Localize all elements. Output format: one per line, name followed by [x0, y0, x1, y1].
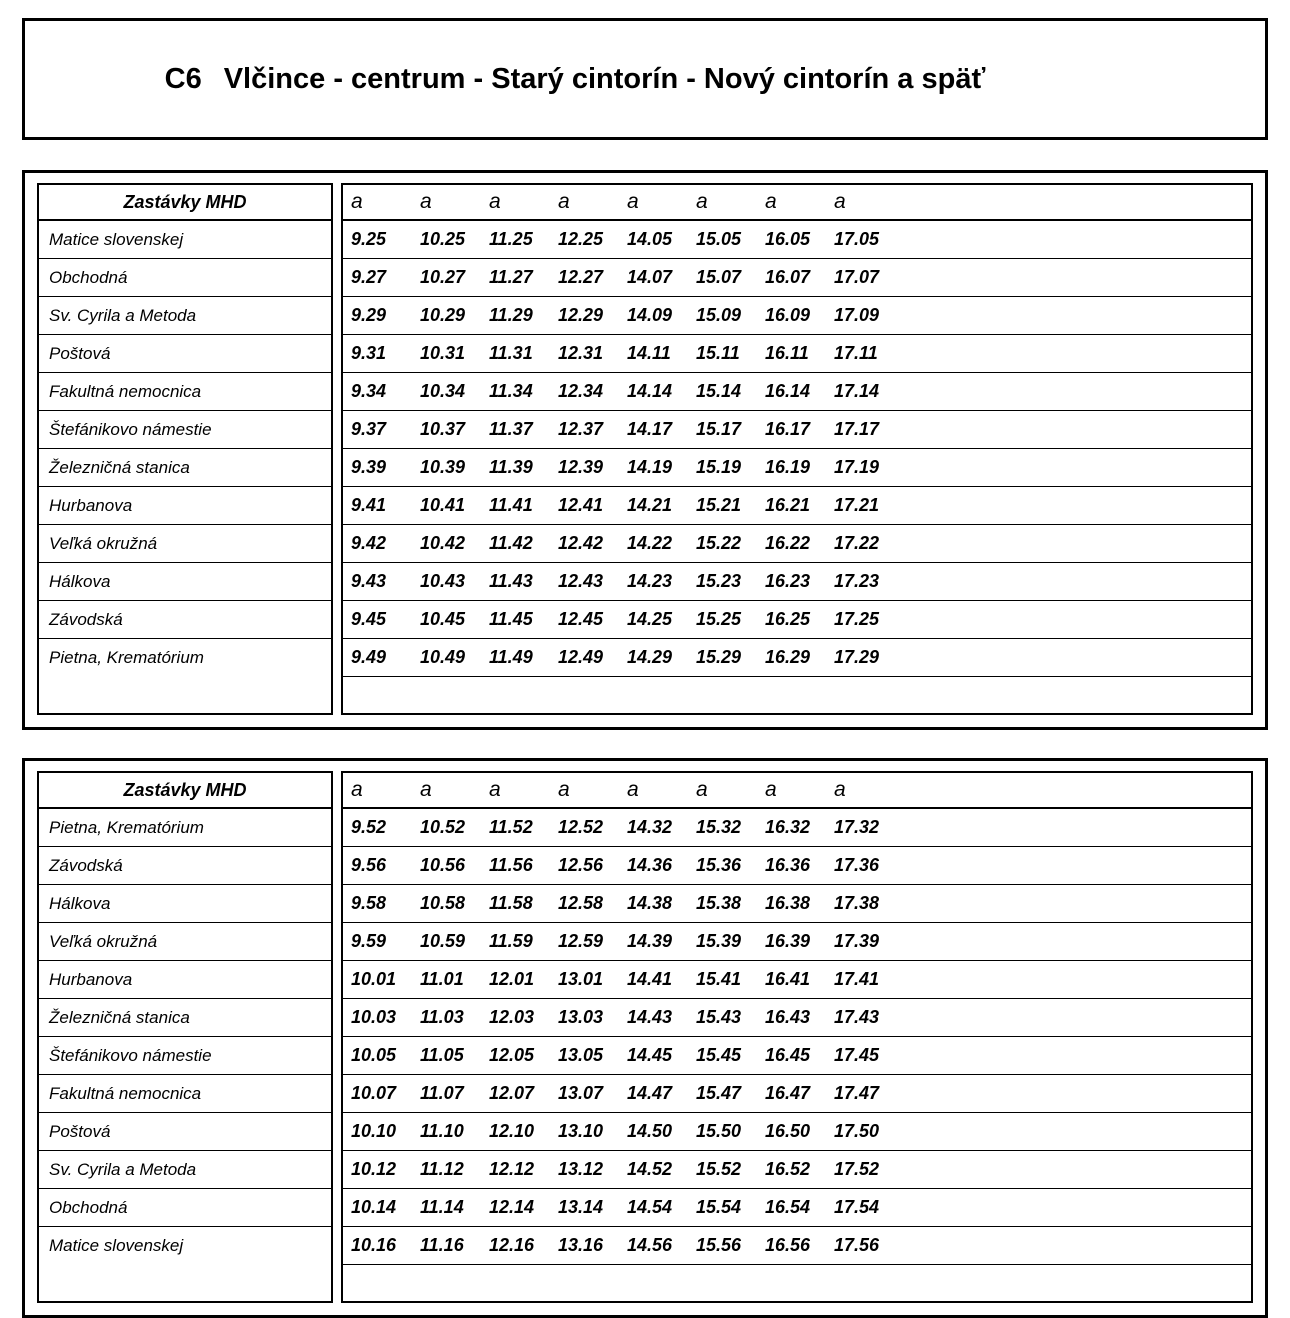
- departure-time: 14.05: [627, 229, 673, 249]
- departure-time: 14.38: [627, 893, 673, 913]
- departure-time: 12.59: [558, 931, 604, 951]
- departure-time: 17.17: [834, 419, 880, 439]
- table-row: [343, 1075, 1251, 1113]
- departure-time: 15.09: [696, 305, 742, 325]
- departure-time: 11.45: [489, 609, 533, 629]
- departure-time: 12.34: [558, 381, 604, 401]
- route-code: C6: [164, 62, 202, 95]
- stop-name: Štefánikovo námestie: [39, 1037, 331, 1075]
- stops-column-outbound: [37, 183, 333, 715]
- stop-name: Závodská: [39, 601, 331, 639]
- table-row: [343, 1151, 1251, 1189]
- departure-time: 12.16: [489, 1235, 535, 1255]
- departure-time: 15.52: [696, 1159, 742, 1179]
- stop-name: Pietna, Krematórium: [39, 809, 331, 847]
- departure-time: 17.09: [834, 305, 880, 325]
- departure-time: 14.50: [627, 1121, 673, 1141]
- departure-time: 16.21: [765, 495, 811, 515]
- departure-time: 15.41: [696, 969, 742, 989]
- departure-time: 16.29: [765, 647, 811, 667]
- column-mark: a: [420, 190, 432, 213]
- departure-time: 10.03: [351, 1007, 397, 1027]
- departure-time: 13.03: [558, 1007, 604, 1027]
- departure-time: 16.56: [765, 1235, 811, 1255]
- departure-time: 15.39: [696, 931, 742, 951]
- departure-time: 9.37: [351, 419, 387, 439]
- departure-time: 15.47: [696, 1083, 742, 1103]
- stop-name: Hurbanova: [39, 487, 331, 525]
- departure-time: 15.17: [696, 419, 742, 439]
- departure-time: 12.43: [558, 571, 604, 591]
- departure-time: 15.22: [696, 533, 742, 553]
- departure-time: 15.19: [696, 457, 742, 477]
- departure-time: 17.41: [834, 969, 880, 989]
- departure-time: 10.56: [420, 855, 466, 875]
- times-list-return: [343, 809, 1251, 1301]
- departure-time: 17.19: [834, 457, 880, 477]
- departure-time: 11.43: [489, 571, 533, 591]
- departure-time: 15.14: [696, 381, 742, 401]
- departure-time: 9.42: [351, 533, 387, 553]
- departure-time: 16.25: [765, 609, 811, 629]
- column-mark: a: [420, 778, 432, 801]
- column-mark: a: [696, 190, 708, 213]
- table-row: [343, 297, 1251, 335]
- table-row: [343, 487, 1251, 525]
- departure-time: 12.49: [558, 647, 604, 667]
- stop-name: Železničná stanica: [39, 449, 331, 487]
- departure-time: 16.23: [765, 571, 811, 591]
- departure-time: 10.27: [420, 267, 466, 287]
- departure-time: 15.07: [696, 267, 742, 287]
- departure-time: 12.12: [489, 1159, 535, 1179]
- departure-time: 17.38: [834, 893, 880, 913]
- stop-name: Železničná stanica: [39, 999, 331, 1037]
- departure-time: 14.23: [627, 571, 673, 591]
- departure-time: 15.45: [696, 1045, 742, 1065]
- table-row: [343, 1113, 1251, 1151]
- departure-time: 11.27: [489, 267, 533, 287]
- departure-time: 16.39: [765, 931, 811, 951]
- departure-time: 16.32: [765, 817, 811, 837]
- departure-time: 11.16: [420, 1235, 464, 1255]
- departure-time: 12.37: [558, 419, 604, 439]
- departure-time: 9.34: [351, 381, 387, 401]
- departure-time: 14.56: [627, 1235, 673, 1255]
- table-row: [343, 999, 1251, 1037]
- table-row: [343, 259, 1251, 297]
- departure-time: 12.29: [558, 305, 604, 325]
- stop-name: Matice slovenskej: [49, 1235, 184, 1255]
- departure-time: 14.47: [627, 1083, 673, 1103]
- departure-time: 10.16: [351, 1235, 397, 1255]
- stops-list-outbound: [39, 221, 331, 676]
- table-row: [343, 335, 1251, 373]
- departure-time: 17.47: [834, 1083, 880, 1103]
- times-header-return: [343, 773, 1251, 809]
- departure-time: 11.01: [420, 969, 464, 989]
- table-row: [343, 1037, 1251, 1075]
- departure-time: 11.31: [489, 343, 533, 363]
- route-title: [165, 63, 986, 96]
- departure-time: 17.54: [834, 1197, 880, 1217]
- departure-time: 12.10: [489, 1121, 535, 1141]
- departure-time: 9.43: [351, 571, 387, 591]
- departure-time: 10.31: [420, 343, 466, 363]
- departure-time: 11.34: [489, 381, 533, 401]
- departure-time: 16.52: [765, 1159, 811, 1179]
- table-row: [343, 847, 1251, 885]
- departure-time: 10.58: [420, 893, 466, 913]
- departure-time: 9.45: [351, 609, 387, 629]
- departure-time: 16.43: [765, 1007, 811, 1027]
- table-row: [343, 923, 1251, 961]
- departure-time: 10.43: [420, 571, 466, 591]
- departure-time: 14.17: [627, 419, 673, 439]
- departure-time: 14.52: [627, 1159, 673, 1179]
- stop-name: Sv. Cyrila a Metoda: [39, 297, 331, 335]
- stop-name: Obchodná: [39, 259, 331, 297]
- departure-time: 10.05: [351, 1045, 397, 1065]
- departure-time: 16.07: [765, 267, 811, 287]
- departure-time: 11.56: [489, 855, 533, 875]
- departure-time: 15.50: [696, 1121, 742, 1141]
- departure-time: 14.19: [627, 457, 673, 477]
- route-description: Vlčince - centrum - Starý cintorín - Nový cintorín a späť: [223, 62, 986, 95]
- stop-name: Hálkova: [39, 885, 331, 923]
- departure-time: 11.05: [420, 1045, 464, 1065]
- route-title-box: [22, 18, 1268, 140]
- stops-header-return: Zastávky MHD: [39, 773, 331, 809]
- departure-time: 16.19: [765, 457, 811, 477]
- departure-time: 15.54: [696, 1197, 742, 1217]
- departure-time: 11.25: [489, 229, 533, 249]
- departure-time: 10.34: [420, 381, 466, 401]
- departure-time: 11.07: [420, 1083, 464, 1103]
- departure-time: 16.54: [765, 1197, 811, 1217]
- departure-time: 11.59: [489, 931, 533, 951]
- departure-time: 14.43: [627, 1007, 673, 1027]
- departure-time: 10.49: [420, 647, 466, 667]
- departure-time: 9.52: [351, 817, 387, 837]
- departure-time: 16.47: [765, 1083, 811, 1103]
- stop-name: Sv. Cyrila a Metoda: [39, 1151, 331, 1189]
- departure-time: 13.07: [558, 1083, 604, 1103]
- departure-time: 10.12: [351, 1159, 397, 1179]
- stops-column-return: [37, 771, 333, 1303]
- departure-time: 11.41: [489, 495, 533, 515]
- departure-time: 16.17: [765, 419, 811, 439]
- column-mark: a: [351, 778, 363, 801]
- departure-time: 13.12: [558, 1159, 604, 1179]
- departure-time: 14.36: [627, 855, 673, 875]
- departure-time: 9.25: [351, 229, 387, 249]
- times-list-outbound: [343, 221, 1251, 713]
- departure-time: 9.39: [351, 457, 387, 477]
- departure-time: 13.14: [558, 1197, 604, 1217]
- departure-time: 17.39: [834, 931, 880, 951]
- departure-time: 14.45: [627, 1045, 673, 1065]
- table-row: [343, 221, 1251, 259]
- column-mark: a: [489, 190, 501, 213]
- departure-time: 17.07: [834, 267, 880, 287]
- departure-time: 9.56: [351, 855, 387, 875]
- departure-time: 14.21: [627, 495, 673, 515]
- departure-time: 12.42: [558, 533, 604, 553]
- departure-time: 10.14: [351, 1197, 397, 1217]
- departure-time: 10.52: [420, 817, 466, 837]
- departure-time: 15.25: [696, 609, 742, 629]
- timetable-outbound: [22, 170, 1268, 730]
- column-mark: a: [627, 190, 639, 213]
- departure-time: 10.39: [420, 457, 466, 477]
- column-mark: a: [765, 778, 777, 801]
- departure-time: 14.32: [627, 817, 673, 837]
- table-row: [343, 809, 1251, 847]
- departure-time: 12.58: [558, 893, 604, 913]
- departure-time: 14.41: [627, 969, 673, 989]
- departure-time: 14.25: [627, 609, 673, 629]
- departure-time: 16.22: [765, 533, 811, 553]
- table-row: [343, 1189, 1251, 1227]
- departure-time: 15.23: [696, 571, 742, 591]
- column-mark: a: [558, 778, 570, 801]
- departure-time: 9.29: [351, 305, 387, 325]
- timetable-return: [22, 758, 1268, 1318]
- departure-time: 11.03: [420, 1007, 464, 1027]
- times-column-outbound: [341, 183, 1253, 715]
- stop-name: Hurbanova: [39, 961, 331, 999]
- column-mark: a: [696, 778, 708, 801]
- table-row: [343, 601, 1251, 639]
- departure-time: 10.42: [420, 533, 466, 553]
- departure-time: 9.49: [351, 647, 387, 667]
- departure-time: 12.56: [558, 855, 604, 875]
- table-row-spacer: [343, 677, 1251, 713]
- stop-name: Obchodná: [39, 1189, 331, 1227]
- departure-time: 10.10: [351, 1121, 397, 1141]
- departure-time: 15.21: [696, 495, 742, 515]
- departure-time: 17.50: [834, 1121, 880, 1141]
- times-column-return: [341, 771, 1253, 1303]
- departure-time: 11.39: [489, 457, 533, 477]
- departure-time: 11.29: [489, 305, 533, 325]
- departure-time: 11.52: [489, 817, 533, 837]
- stop-name: Fakultná nemocnica: [39, 373, 331, 411]
- stop-name: Závodská: [39, 847, 331, 885]
- departure-time: 17.23: [834, 571, 880, 591]
- departure-time: 12.41: [558, 495, 604, 515]
- departure-time: 12.01: [489, 969, 535, 989]
- departure-time: 16.14: [765, 381, 811, 401]
- departure-time: 15.05: [696, 229, 742, 249]
- departure-time: 12.39: [558, 457, 604, 477]
- table-row: [343, 525, 1251, 563]
- departure-time: 15.32: [696, 817, 742, 837]
- departure-time: 9.58: [351, 893, 387, 913]
- departure-time: 17.25: [834, 609, 880, 629]
- departure-time: 17.36: [834, 855, 880, 875]
- stop-name: Poštová: [39, 335, 331, 373]
- departure-time: 17.05: [834, 229, 880, 249]
- departure-time: 11.14: [420, 1197, 464, 1217]
- departure-time: 11.42: [489, 533, 533, 553]
- stops-header-outbound: Zastávky MHD: [39, 185, 331, 221]
- stop-name: Veľká okružná: [39, 525, 331, 563]
- stop-name: Poštová: [39, 1113, 331, 1151]
- departure-time: 10.01: [351, 969, 397, 989]
- departure-time: 17.45: [834, 1045, 880, 1065]
- departure-time: 17.29: [834, 647, 880, 667]
- departure-time: 16.36: [765, 855, 811, 875]
- stop-name: Hálkova: [39, 563, 331, 601]
- departure-time: 14.11: [627, 343, 671, 363]
- departure-time: 11.12: [420, 1159, 464, 1179]
- departure-time: 9.31: [351, 343, 387, 363]
- departure-time: 14.22: [627, 533, 673, 553]
- times-header-outbound: [343, 185, 1251, 221]
- table-row: [343, 449, 1251, 487]
- departure-time: 17.52: [834, 1159, 880, 1179]
- departure-time: 11.58: [489, 893, 533, 913]
- departure-time: 12.45: [558, 609, 604, 629]
- departure-time: 9.27: [351, 267, 387, 287]
- stops-list-return: [39, 809, 331, 1264]
- departure-time: 12.31: [558, 343, 604, 363]
- departure-time: 10.59: [420, 931, 466, 951]
- departure-time: 11.10: [420, 1121, 464, 1141]
- table-row: [343, 1227, 1251, 1265]
- departure-time: 10.29: [420, 305, 466, 325]
- departure-time: 10.25: [420, 229, 466, 249]
- departure-time: 10.37: [420, 419, 466, 439]
- departure-time: 15.36: [696, 855, 742, 875]
- departure-time: 11.37: [489, 419, 533, 439]
- departure-time: 13.10: [558, 1121, 604, 1141]
- table-row: [343, 639, 1251, 677]
- stop-name: Pietna, Krematórium: [49, 647, 204, 667]
- departure-time: 17.56: [834, 1235, 880, 1255]
- departure-time: 16.09: [765, 305, 811, 325]
- column-mark: a: [627, 778, 639, 801]
- departure-time: 12.27: [558, 267, 604, 287]
- departure-time: 17.22: [834, 533, 880, 553]
- departure-time: 17.14: [834, 381, 880, 401]
- column-mark: a: [834, 778, 846, 801]
- departure-time: 13.16: [558, 1235, 604, 1255]
- departure-time: 14.54: [627, 1197, 673, 1217]
- departure-time: 10.41: [420, 495, 466, 515]
- departure-time: 14.14: [627, 381, 673, 401]
- departure-time: 17.11: [834, 343, 878, 363]
- departure-time: 10.45: [420, 609, 466, 629]
- departure-time: 16.05: [765, 229, 811, 249]
- column-mark: a: [351, 190, 363, 213]
- stop-name: Veľká okružná: [39, 923, 331, 961]
- departure-time: 9.41: [351, 495, 387, 515]
- column-mark: a: [765, 190, 777, 213]
- table-row-spacer: [343, 1265, 1251, 1301]
- departure-time: 12.05: [489, 1045, 535, 1065]
- stop-name: Fakultná nemocnica: [39, 1075, 331, 1113]
- table-row: [343, 885, 1251, 923]
- departure-time: 16.38: [765, 893, 811, 913]
- departure-time: 11.49: [489, 647, 533, 667]
- departure-time: 10.07: [351, 1083, 397, 1103]
- stop-name: Matice slovenskej: [39, 221, 331, 259]
- departure-time: 13.05: [558, 1045, 604, 1065]
- departure-time: 15.38: [696, 893, 742, 913]
- column-mark: a: [558, 190, 570, 213]
- departure-time: 12.07: [489, 1083, 535, 1103]
- table-row: [343, 373, 1251, 411]
- departure-time: 16.50: [765, 1121, 811, 1141]
- departure-time: 15.11: [696, 343, 740, 363]
- departure-time: 12.25: [558, 229, 604, 249]
- stop-name: Štefánikovo námestie: [39, 411, 331, 449]
- table-row: [343, 563, 1251, 601]
- departure-time: 15.56: [696, 1235, 742, 1255]
- column-mark: a: [834, 190, 846, 213]
- departure-time: 17.21: [834, 495, 880, 515]
- departure-time: 12.03: [489, 1007, 535, 1027]
- table-row: [343, 411, 1251, 449]
- departure-time: 17.32: [834, 817, 880, 837]
- departure-time: 15.43: [696, 1007, 742, 1027]
- departure-time: 14.09: [627, 305, 673, 325]
- departure-time: 12.14: [489, 1197, 535, 1217]
- departure-time: 14.07: [627, 267, 673, 287]
- departure-time: 9.59: [351, 931, 387, 951]
- departure-time: 16.45: [765, 1045, 811, 1065]
- departure-time: 16.11: [765, 343, 809, 363]
- departure-time: 16.41: [765, 969, 811, 989]
- departure-time: 14.29: [627, 647, 673, 667]
- departure-time: 15.29: [696, 647, 742, 667]
- departure-time: 13.01: [558, 969, 604, 989]
- departure-time: 12.52: [558, 817, 604, 837]
- departure-time: 17.43: [834, 1007, 880, 1027]
- table-row: [343, 961, 1251, 999]
- departure-time: 14.39: [627, 931, 673, 951]
- column-mark: a: [489, 778, 501, 801]
